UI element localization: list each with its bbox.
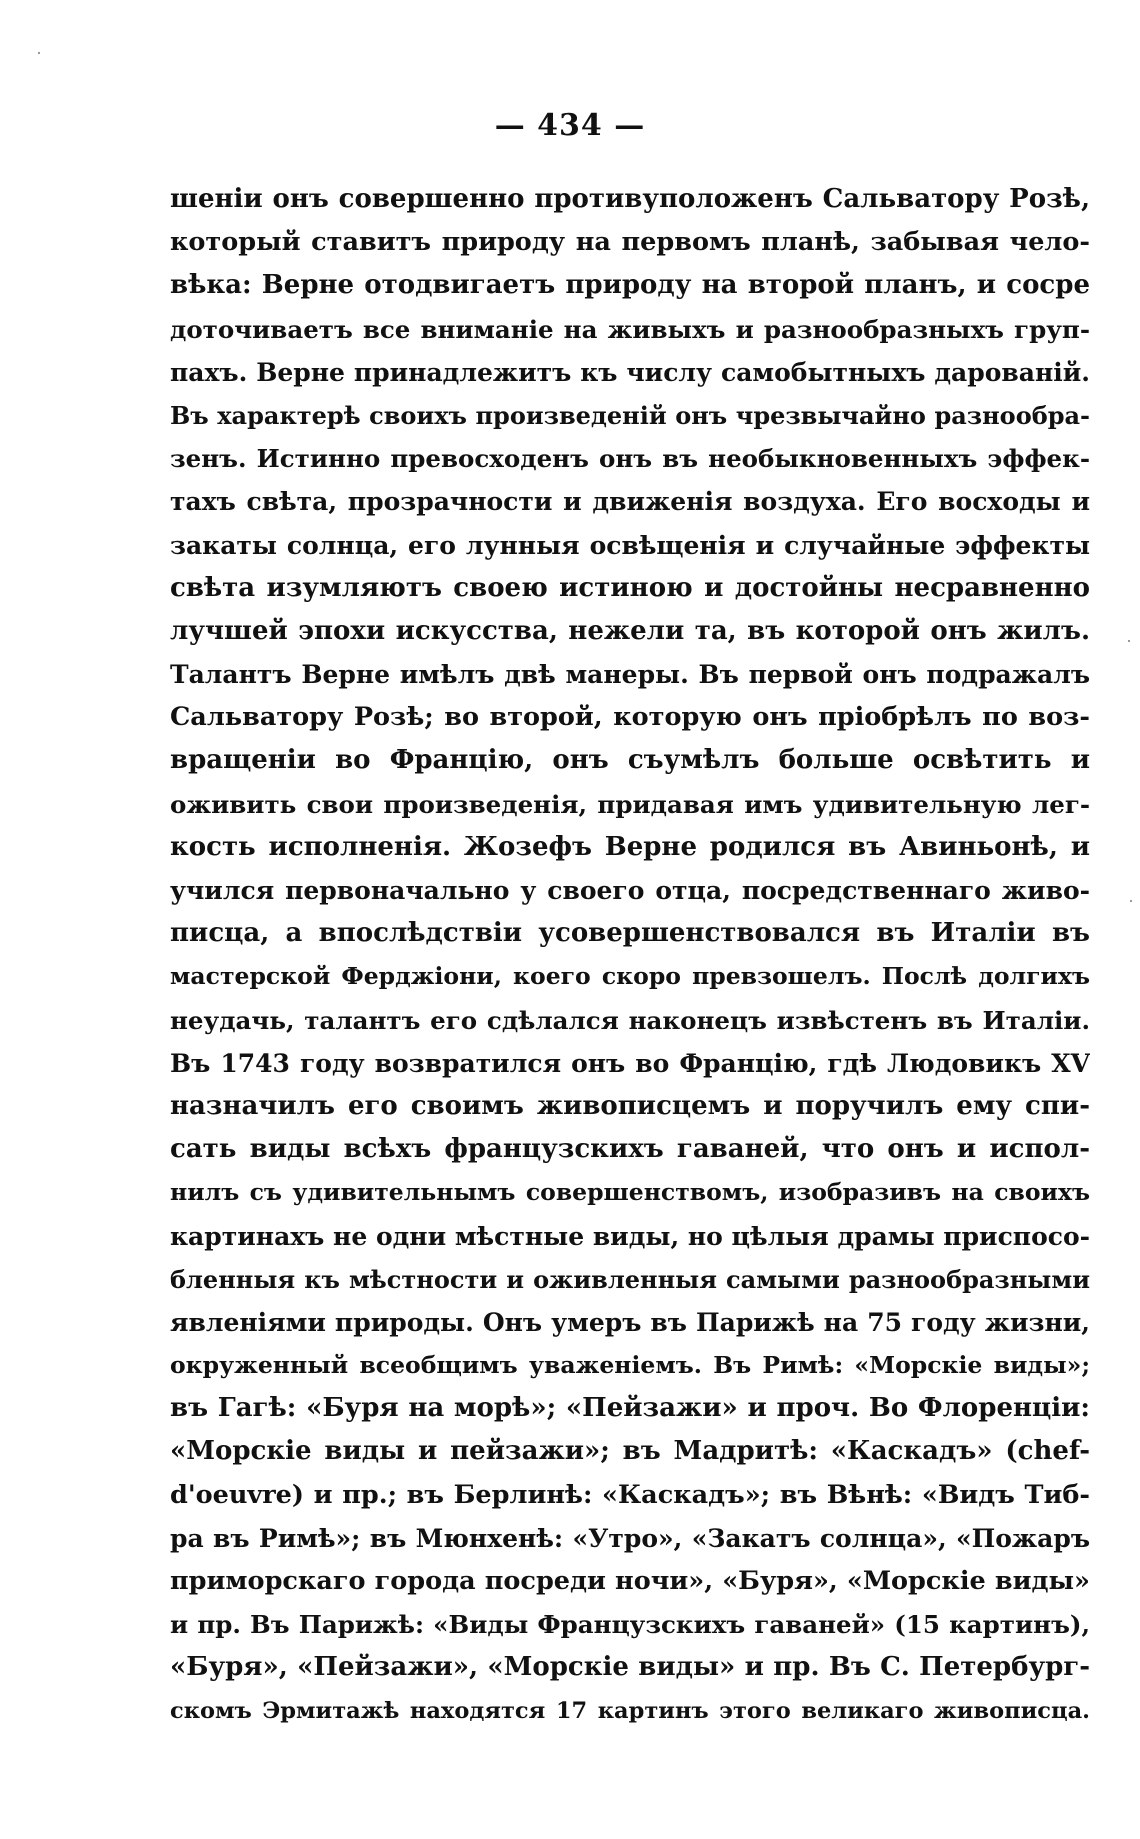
text-line: неудачь, талантъ его сдѣлался наконецъ извѣстенъ въ Италіи. — [170, 1005, 1090, 1035]
text-line: окруженный всеобщимъ уваженіемъ. Въ Римѣ: «Морскіе виды»; — [170, 1351, 1090, 1380]
scan-speck — [1130, 900, 1132, 902]
text-line: шеніи онъ совершенно противуположенъ Сальватору Розѣ, — [170, 184, 1090, 214]
text-line: d'oeuvre) и пр.; въ Берлинѣ: «Каскадъ»; въ Вѣнѣ: «Видъ Тиб- — [170, 1479, 1090, 1510]
text-line: кость исполненія. Жозефъ Верне родился въ Авиньонѣ, и — [170, 831, 1090, 862]
scan-speck — [38, 52, 40, 54]
text-line: пахъ. Верне принадлежитъ къ числу самобытныхъ дарованій. — [170, 357, 1090, 387]
text-line: писца, а впослѣдствіи усовершенствовался въ Италіи въ — [170, 918, 1090, 949]
text-line: картинахъ не одни мѣстные виды, но цѣлыя драмы приспосо- — [170, 1221, 1090, 1251]
text-line: вращеніи во Францію, онъ съумѣлъ больше освѣтить и — [170, 745, 1090, 776]
text-line: лучшей эпохи искусства, нежели та, въ которой онъ жилъ. — [170, 615, 1090, 646]
text-line: Въ характерѣ своихъ произведеній онъ чрезвычайно разнообра- — [170, 400, 1090, 430]
text-line: свѣта изумляютъ своею истиною и достойны несравненно — [170, 572, 1090, 603]
text-line: ра въ Римѣ»; въ Мюнхенѣ: «Утро», «Закатъ солнца», «Пожаръ — [170, 1523, 1090, 1553]
scan-speck — [1128, 640, 1130, 642]
text-line: сать виды всѣхъ французскихъ гаваней, что онъ и испол- — [170, 1134, 1090, 1165]
text-line: оживить свои произведенія, придавая имъ удивительную лег- — [170, 789, 1090, 819]
body-text — [170, 178, 1090, 1733]
text-line: доточиваетъ все вниманіе на живыхъ и разнообразныхъ груп- — [170, 314, 1090, 344]
text-line: который ставитъ природу на первомъ планѣ, забывая чело- — [170, 227, 1090, 258]
text-line: зенъ. Истинно превосходенъ онъ въ необыкновенныхъ эффек- — [170, 444, 1090, 474]
page-number: — 434 — — [494, 108, 646, 143]
text-line: «Морскіе виды и пейзажи»; въ Мадритѣ: «Каскадъ» (chef- — [170, 1436, 1090, 1467]
text-line: нилъ съ удивительнымъ совершенствомъ, изобразивъ на своихъ — [170, 1178, 1090, 1207]
text-line: явленіями природы. Онъ умеръ въ Парижѣ на 75 году жизни, — [170, 1307, 1090, 1337]
text-line: бленныя къ мѣстности и оживленныя самыми разнообразными — [170, 1264, 1090, 1294]
text-line: назначилъ его своимъ живописцемъ и поручилъ ему спи- — [170, 1090, 1090, 1121]
text-line: вѣка: Верне отодвигаетъ природу на второй планъ, и сосре — [170, 270, 1090, 301]
text-line: тахъ свѣта, прозрачности и движенія воздуха. Его восходы и — [170, 487, 1090, 517]
text-line: и пр. Въ Парижѣ: «Виды Французскихъ гаваней» (15 картинъ), — [170, 1610, 1090, 1640]
text-line: Въ 1743 году возвратился онъ во Францію, гдѣ Людовикъ XV — [170, 1048, 1090, 1078]
text-line: учился первоначально у своего отца, посредственнаго живо- — [170, 876, 1090, 905]
text-line: мастерской Ферджіони, коего скоро превзошелъ. Послѣ долгихъ — [170, 962, 1090, 991]
text-line: въ Гагѣ: «Буря на морѣ»; «Пейзажи» и проч. Во Флоренціи: — [170, 1393, 1090, 1424]
text-line: закаты солнца, его лунныя освѣщенія и случайные эффекты — [170, 530, 1090, 560]
text-line: Сальватору Розѣ; во второй, которую онъ пріобрѣлъ по воз- — [170, 702, 1090, 733]
text-line: скомъ Эрмитажѣ находятся 17 картинъ этого великаго живописца. — [170, 1697, 1090, 1724]
text-line: приморскаго города посреди ночи», «Буря», «Морскіе виды» — [170, 1566, 1090, 1596]
text-line: Талантъ Верне имѣлъ двѣ манеры. Въ первой онъ подражалъ — [170, 660, 1090, 690]
text-line: «Буря», «Пейзажи», «Морскіе виды» и пр. Въ С. Петербург- — [170, 1652, 1090, 1683]
